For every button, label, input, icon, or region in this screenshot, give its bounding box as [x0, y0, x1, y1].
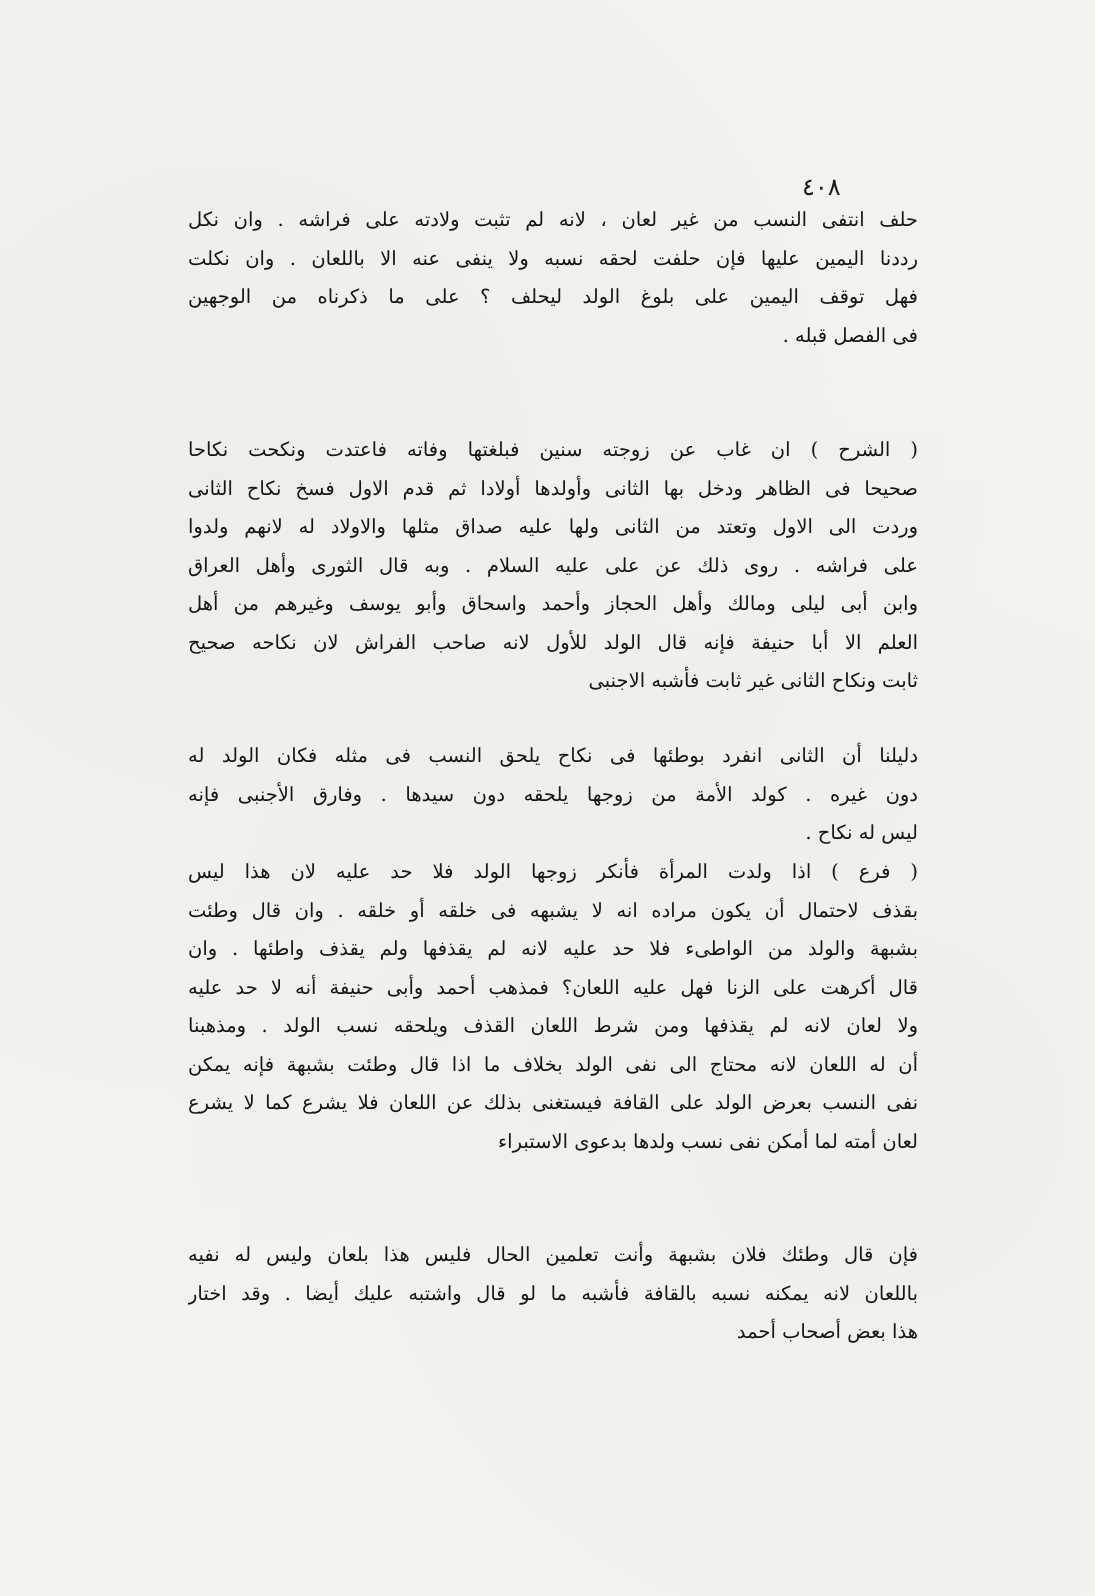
text-line: فهل توقف اليمين على بلوغ الولد ليحلف ؟ على ما ذكرناه من الوجهين: [188, 285, 918, 308]
text-line: ليس له نكاح .: [805, 821, 918, 844]
text-line: رددنا اليمين عليها فإن حلفت لحقه نسبه ولا ينفى عنه الا باللعان . وان نكلت: [188, 246, 918, 270]
paragraph-evidence: [188, 737, 918, 853]
text-line: دون غيره . كولد الأمة من زوجها يلحقه دون سيدها . وفارق الأجنبى فإنه: [188, 782, 918, 806]
text-line: فى الفصل قبله .: [782, 323, 918, 347]
paragraph-branch: [188, 853, 918, 1161]
text-line: هذا بعض أصحاب أحمد: [736, 1320, 918, 1343]
text-line: فإن قال وطئك فلان بشبهة وأنت تعلمين الحال فليس هذا بلعان وليس له نفيه: [188, 1243, 918, 1266]
text-line: قال أكرهت على الزنا فهل عليه اللعان؟ فمذهب أحمد وأبى حنيفة أنه لا حد عليه: [188, 975, 918, 999]
text-line: حلف انتفى النسب من غير لعان ، لانه لم تثبت ولادته على فراشه . وان نكل: [188, 208, 918, 231]
text-line: دليلنا أن الثانى انفرد بوطئها فى نكاح يلحق النسب فى مثله فكان الولد له: [188, 744, 918, 767]
text-line: ثابت ونكاح الثانى غير ثابت فأشبه الاجنبى: [588, 669, 918, 692]
text-line: بقذف لاحتمال أن يكون مراده انه لا يشبهه فى خلقه أو خلقه . وان قال وطئت: [188, 898, 918, 922]
text-line: العلم الا أبا حنيفة فإنه قال الولد للأول لانه صاحب الفراش لان نكاحه صحيح: [188, 630, 918, 654]
text-line: نفى النسب بعرض الولد على القافة فيستغنى بذلك عن اللعان فلا يشرع كما لا يشرع: [188, 1091, 918, 1114]
text-line: أن له اللعان لانه محتاج الى نفى الولد بخلاف ما اذا قال وطئت بشبهة فإنه يمكن: [188, 1052, 918, 1076]
text-line: لعان أمته لما أمكن نفى نسب ولدها بدعوى الاستبراء: [498, 1129, 918, 1153]
text-line: وردت الى الاول وتعتد من الثانى ولها عليه صداق مثلها والاولاد له لانهم ولدوا: [188, 515, 918, 538]
text-line: صحيحا فى الظاهر ودخل بها الثانى وأولدها أولادا ثم قدم الاول فسخ نكاح الثانى: [188, 476, 918, 500]
paragraph-closing: [188, 1236, 918, 1352]
text-line: ( فرع ) اذا ولدت المرأة فأنكر زوجها الولد فلا حد عليه لان هذا ليس: [188, 860, 918, 883]
text-line: وابن أبى ليلى ومالك وأهل الحجاز وأحمد واسحاق وأبو يوسف وغيرهم من أهل: [188, 592, 918, 615]
page-number: ٤٠٨: [802, 173, 841, 201]
text-line: باللعان لانه يمكنه نسبه بالقافة فأشبه ما لو قال واشتبه عليك أيضا . وقد اختار: [188, 1281, 918, 1305]
paragraph-continuation: [188, 201, 918, 355]
paragraph-commentary: [188, 431, 918, 701]
text-line: ( الشرح ) ان غاب عن زوجته سنين فبلغتها وفاته فاعتدت ونكحت نكاحا: [188, 438, 918, 461]
text-line: على فراشه . روى ذلك عن على عليه السلام . وبه قال الثورى وأهل العراق: [188, 553, 918, 577]
text-line: ولا لعان لانه لم يقذفها ومن شرط اللعان القذف ويلحقه نسب الولد . ومذهبنا: [188, 1014, 918, 1037]
text-line: بشبهة والولد من الواطىء فلا حد عليه لانه لم يقذفها ولم يقذف واطئها . وان: [188, 937, 918, 960]
